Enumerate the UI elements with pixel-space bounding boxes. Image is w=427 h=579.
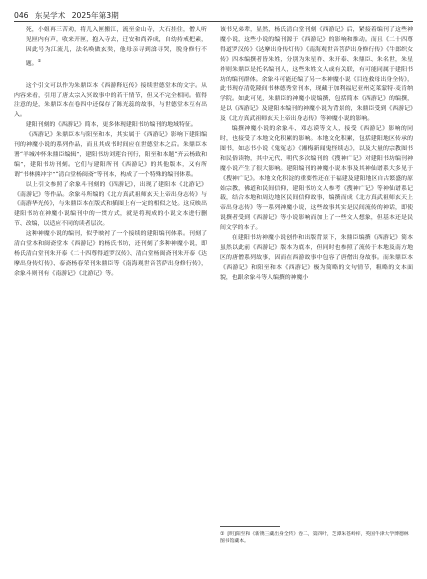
paragraph: 以上引文参照了余象斗刊刻的《四游记》，出现了建阳本《北游记》《南游记》等作品。余象斗所编的《北方真武祖师玄天上帝出身志传》与《南游华光传》，与朱鼎臣本在版式和插图上有一定的相似之处。这反映出建阳书坊在神魔小说编刊中的一贯方式，就是将现成的小说文本进行删节、改编，以适应不同的读者层次。 — [14, 181, 207, 228]
journal-name: 东吴学术 — [34, 11, 66, 20]
page-header — [14, 10, 123, 21]
paragraph: 该书兄弟辈，显然，杨氏清白堂刊刻《西游记》后，紧接着编刊了这些神魔小说，这些小说的编刊源于《西游记》的影响和推动。而且《二十四尊得道罗汉传》《达摩出身传灯传》《南海观世音菩萨出身修行传》《牛郎织女传》四本编撰者皆朱姓，分别为朱星祚、朱开泰、朱鼎臣、朱名世，朱星祚则朱鼎臣是托名编刊人，这些朱姓文人或有关联，有可能同属于建阳书坊的编刊群体。余象斗可能还编了另一本神魔小说《目连救母出身全传》，此书现存清乾隆间书林德秀堂刊本，现藏于加利福尼亚州克莱蒙特·麦肯纳学院。如此可见，朱鼎臣的神魔小说编撰，包括简本《西游记》的编撰，是以《西游记》及建阳本编刊的神魔小说为背景的，朱鼎臣受到《西游记》及《北方真武祖师玄天上帝出身志传》等神魔小说的影响。 — [220, 27, 413, 123]
left-column — [14, 26, 207, 280]
header-rule — [14, 21, 413, 22]
paragraph: 建阳刊刻的《西游记》简本，更多体现建阳书坊编刊的地域特征。 — [25, 122, 197, 129]
paragraph: 《西游记》朱鼎臣本与阳至和本，其实属于《西游记》影响下建阳编刊的神魔小说的系列作品，而且其成书时间应在世德堂本之后。朱鼎臣本署“羊城冲怀朱鼎臣编辑”，建阳书坊刘莲台刊行，阳至和本题“齐云杨致和编”，建阳书坊刊刻。它们与建阳所刊《西游记》的其他版本，又有所谓“书林熊冲宇”“清白堂杨闽斋”等刊本，构成了一个特殊的编刊体系。 — [14, 132, 207, 178]
footnote-rule — [220, 526, 280, 527]
page-number: 046 — [14, 11, 29, 20]
paragraph: 这种神魔小说的编刊，似乎映衬了一个接续的建阳编刊体系。刊刻了清白堂本和闽斋堂本《西游记》的杨氏书坊，还刊刻了多种神魔小说，即杨氏清白堂刊朱开泰《二十四尊得道罗汉传》、清白堂杨闽斋刊朱开泰《达摩出身传灯传》、泰斋杨春荣刊朱鼎臣等《南海观世音菩萨出身修行传》，余象斗则刊有《南游记》《北游记》等。 — [14, 231, 207, 277]
paragraph: 在建阳书坊神魔小说创作和出版背景下，朱鼎臣编撰《西游记》简本虽然以此前《西游记》版本为底本，但同时也参照了流传于本地及南方地区的唐僧系列故事，因而在西游故事中包容了唐僧出身故事。而朱鼎臣本《西游记》和阳至和本《西游记》极为简略的文句情节，粗略的文本面貌，也跟余象斗等人编撰的神魔小 — [220, 235, 413, 281]
footnote — [220, 531, 413, 545]
paragraph: 这个引文可以作为朱鼎臣本《西游释厄传》接续世德堂本的文字。从内容来看，引用了唐太宗入冥故事中的若干情节，但又不完全相同。值得注意的是，朱鼎臣本在卷四中还保存了陈光蕊的故事，与世德堂本互有出入。 — [14, 82, 207, 119]
footnote-number: ① — [220, 532, 225, 537]
right-column — [220, 26, 413, 284]
footnote-text: [明]阳至和《新镌三藏出身全传》卷二，第四叶，芝潭朱苍岭梓，英国牛津大学博德林图书馆藏本。 — [220, 532, 409, 545]
issue-label: 2025年第3期 — [71, 11, 119, 20]
footnote-marker: ① — [37, 57, 42, 63]
block-quote: 死，小姐再三苦劝，将儿入匣搬江，流至金山寺，大石挂住，僧人听见匣内有声，收来开匣，抱入寺去，迁安和尚养成，自幼持戒把素，因此号为江流儿，法名唤做玄奘，他母亲寻到渰寻哭，脱身修行不题。① — [25, 27, 207, 67]
paragraph: 编撰神魔小说的余象斗、邓志谟等文人，接受《西游记》影响的同时，也接受了本地文化积累的影响。本地文化积累，包括建阳地区传承的图书，如志书小说《鬼冤志》《湘梅新闻鬼怪续志》，以及大量的宗教图书和民俗读物，其中元代、明代多次编刊的《搜神广记》对建阳书坊编刊神魔小说产生了很大影响。建阳编刊的神魔小说本事及其神仙谱系大多见于《搜神广记》。本地文化积淀的重要性还在于福建及建阳地区自古繁盛的原始宗教，佛道和民间信仰，建阳书坊文人参考《搜神广记》等神仙谱系记载，结合本地和周边地区民间信仰故事，编撰而成《北方真武祖师玄天上帝出身志传》等一系列神魔小说，这些故事其实是民间流传的神话，即使说撰者受到《西游记》等小说影响而加上了一些文人想象，但基本还是民间文学的本子。 — [220, 126, 413, 232]
